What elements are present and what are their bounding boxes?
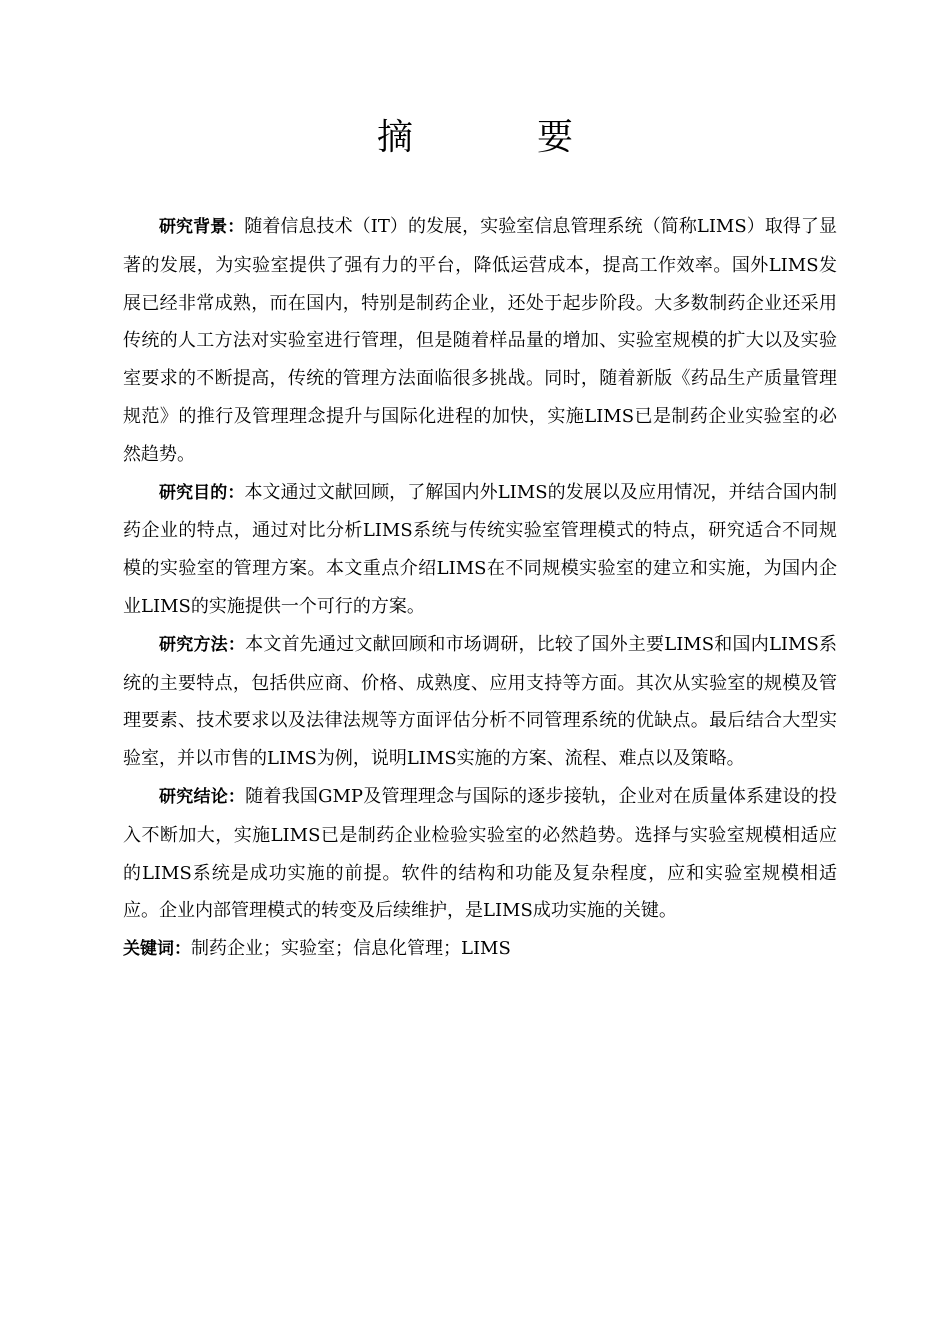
section-text: 本文通过文献回顾，了解国内外LIMS的发展以及应用情况，并结合国内制药企业的特点，通过对比分析LIMS系统与传统实验室管理模式的特点，研究适合不同规模的实验室的管理方案。本文重点介绍LIMS在不同规模实验室的建立和实施，为国内企业LIMS的实施提供一个可行的方案。: [123, 481, 837, 617]
section-label: 研究目的：: [159, 482, 245, 503]
section-purpose: [123, 474, 837, 626]
section-text: 随着我国GMP及管理理念与国际的逐步接轨，企业对在质量体系建设的投入不断加大，实施LIMS已是制药企业检验实验室的必然趋势。选择与实验室规模相适应的LIMS系统是成功实施的前提。软件的结构和功能及复杂程度，应和实验室规模相适应。企业内部管理模式的转变及后续维护，是LIMS成功实施的关键。: [123, 785, 837, 922]
section-label: 研究结论：: [159, 786, 246, 807]
keywords-line: [123, 930, 837, 969]
page-title: 摘 要: [376, 117, 617, 158]
abstract-body: [123, 208, 837, 969]
section-conclusion: [123, 778, 837, 930]
section-method: [123, 626, 837, 778]
keywords-label: 关键词：: [123, 939, 191, 960]
section-text: 本文首先通过文献回顾和市场调研，比较了国外主要LIMS和国内LIMS系统的主要特点，包括供应商、价格、成熟度、应用支持等方面。其次从实验室的规模及管理要素、技术要求以及法律法规等方面评估分析不同管理系统的优缺点。最后结合大型实验室，并以市售的LIMS为例，说明LIMS实施的方案、流程、难点以及策略。: [123, 633, 838, 770]
section-label: 研究背景：: [159, 217, 245, 237]
section-label: 研究方法：: [159, 634, 246, 655]
section-text: 随着信息技术（IT）的发展，实验室信息管理系统（简称LIMS）取得了显著的发展，为实验室提供了强有力的平台，降低运营成本，提高工作效率。国外LIMS发展已经非常成熟，而在国内，特别是制药企业，还处于起步阶段。大多数制药企业还采用传统的人工方法对实验室进行管理，但是随着样品量的增加、实验室规模的扩大以及实验室要求的不断提高，传统的管理方法面临很多挑战。同时，随着新版《药品生产质量管理规范》的推行及管理理念提升与国际化进程的加快，实施LIMS已是制药企业实验室的必然趋势。: [123, 216, 837, 465]
keywords-text: 制药企业；实验室；信息化管理；LIMS: [191, 938, 511, 960]
section-background: [123, 208, 837, 474]
